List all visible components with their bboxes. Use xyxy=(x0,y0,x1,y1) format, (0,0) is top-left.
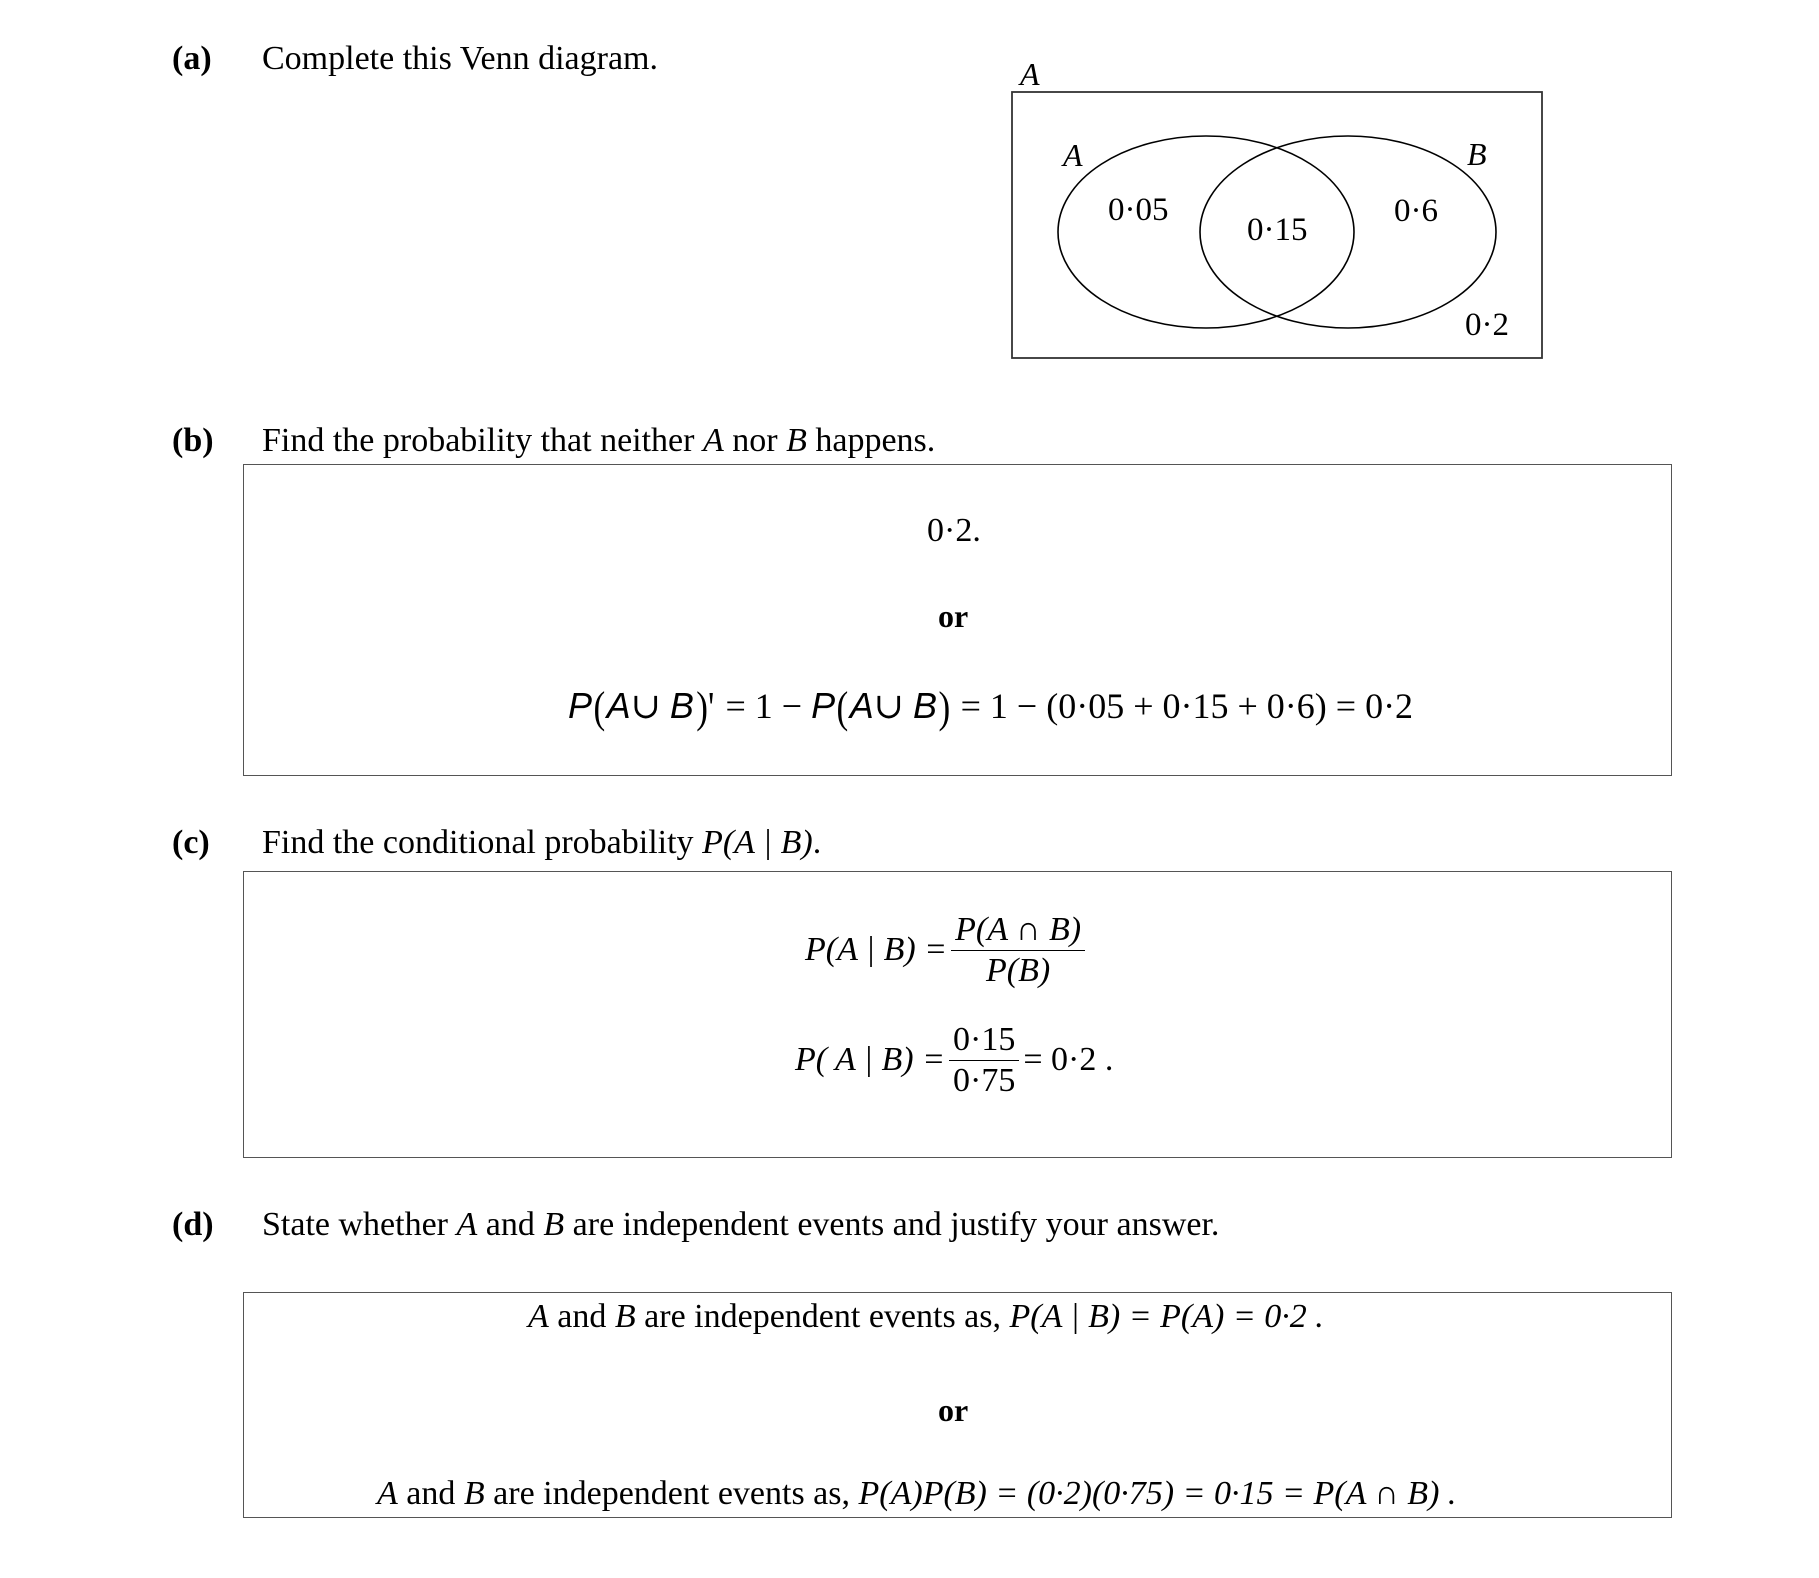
part-b-question-a: A xyxy=(702,422,724,459)
part-c-question-post: . xyxy=(812,824,822,861)
part-d-answer-1-math: P(A | B) = P(A) = 0·2 . xyxy=(1009,1298,1324,1335)
venn-universal-label: A xyxy=(1020,56,1040,92)
part-c-line2-lhs: P( A | B) = xyxy=(795,1041,946,1079)
venn-ellipse-a xyxy=(1058,136,1354,328)
part-d-question-post: are independent events and justify your answer. xyxy=(564,1206,1220,1243)
part-b-question-pre: Find the probability that neither xyxy=(262,422,703,459)
part-c-line1-lhs: P(A | B) = xyxy=(805,931,948,969)
part-d-question-pre: State whether xyxy=(262,1206,457,1243)
part-c-line1-fraction xyxy=(951,912,1085,988)
venn-diagram xyxy=(1000,55,1560,375)
part-c-label: (c) xyxy=(172,824,210,861)
part-d-answer-2-math: P(A)P(B) = (0·2)(0·75) = 0·15 = P(A ∩ B) . xyxy=(858,1475,1457,1512)
part-d-question-b: B xyxy=(543,1206,565,1243)
part-c-line2-denominator: 0·75 xyxy=(953,1061,1016,1099)
part-d-question-a: A xyxy=(456,1206,478,1243)
venn-neither-value: 0·2 xyxy=(1465,307,1509,343)
part-a-label: (a) xyxy=(172,40,212,77)
part-c-question-pre: Find the conditional probability xyxy=(262,824,703,861)
part-c-line2-fraction xyxy=(949,1022,1019,1098)
part-b-label: (b) xyxy=(172,422,214,459)
part-d-answer-1: A and B are independent events as, P(A | B) = P(A) = 0·2 . xyxy=(528,1298,1324,1335)
part-d-answer-2: A and B are independent events as, P(A)P(B) = (0·2)(0·75) = 0·15 = P(A ∩ B) . xyxy=(377,1475,1457,1512)
part-b-formula: P(A∪ B)' = 1 − P(A∪ B) = 1 − (0·05 + 0·15 + 0·6) = 0·2 xyxy=(568,683,1414,732)
part-c-question xyxy=(262,824,821,862)
part-c-line2 xyxy=(795,1022,1113,1098)
venn-set-a-label: A xyxy=(1063,137,1083,173)
part-b-question-b: B xyxy=(786,422,807,459)
part-b-question-mid: nor xyxy=(723,422,787,459)
part-d-label: (d) xyxy=(172,1206,214,1243)
part-d-question xyxy=(262,1206,1219,1244)
part-c-line1-numerator: P(A ∩ B) xyxy=(951,912,1085,951)
part-c-line2-numerator: 0·15 xyxy=(949,1022,1019,1061)
venn-only-a-value: 0·05 xyxy=(1108,192,1169,228)
part-c-line2-rhs: = 0·2 . xyxy=(1023,1041,1114,1079)
venn-only-b-value: 0·6 xyxy=(1394,193,1438,229)
venn-intersection-value: 0·15 xyxy=(1247,212,1308,248)
part-a-question: Complete this Venn diagram. xyxy=(262,40,658,77)
part-c-question-math: P(A | B) xyxy=(702,824,813,861)
part-c-line1 xyxy=(805,912,1089,988)
venn-ellipse-b xyxy=(1200,136,1496,328)
part-d-question-mid: and xyxy=(477,1206,544,1243)
part-d-or: or xyxy=(938,1392,969,1428)
part-b-question xyxy=(262,422,935,460)
part-c-line1-denominator: P(B) xyxy=(985,951,1051,989)
part-b-question-post: happens. xyxy=(806,422,936,459)
venn-set-b-label: B xyxy=(1467,136,1487,172)
part-b-answer-value: 0·2. xyxy=(927,512,981,549)
part-b-or: or xyxy=(938,598,969,634)
